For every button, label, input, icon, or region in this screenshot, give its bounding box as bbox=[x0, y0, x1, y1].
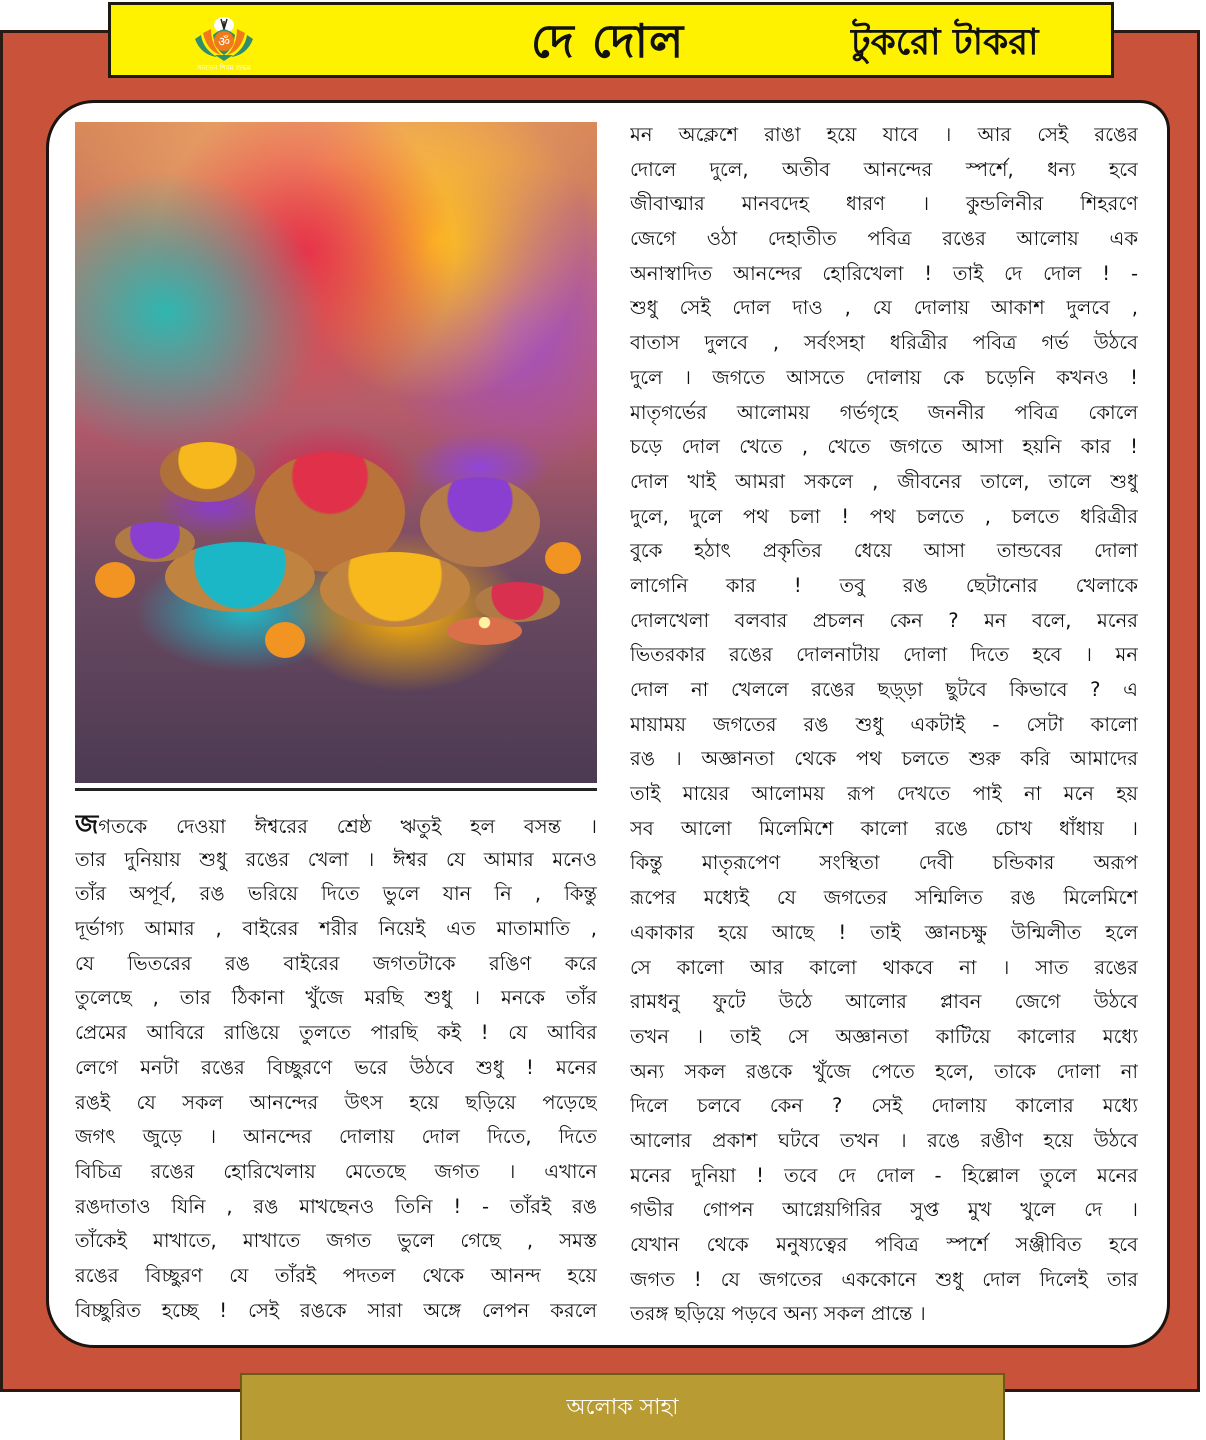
text-line: যেখান থেকে মনুষ্যত্বের পবিত্র স্পর্শে সঞ্জীবিত হবে bbox=[630, 1233, 1138, 1256]
logo-caption: সনাতন শিবম শুভম bbox=[197, 64, 251, 72]
text-line: গভীর গোপন আগ্নেয়গিরির সুপ্ত মুখ খুলে দে । bbox=[630, 1198, 1138, 1222]
text-line: তাই মায়ের আলোময় রূপ দেখতে পাই না মনে হয় bbox=[630, 782, 1138, 806]
text-line: রূপের মধ্যেই যে জগতের সন্মিলিত রঙ মিলেমিশে bbox=[630, 886, 1138, 910]
text-line: অনাস্বাদিত আনন্দের হোরিখেলা ! তাই দে দোল ! - bbox=[630, 261, 1138, 285]
text-line: দুলে, দুলে পথ চলা ! পথ চলতে , চলতে ধরিত্রীর bbox=[630, 504, 1138, 528]
text-line: তুলেছে , তার ঠিকানা খুঁজে মরছি শুধু । মনকে তাঁর bbox=[75, 986, 597, 1010]
text-line: তাঁকেই মাখাতে, মাখাতে জগত ভুলে গেছে , সমস্ত bbox=[75, 1229, 597, 1253]
red-powder-bowl-small bbox=[475, 582, 560, 622]
author-footer bbox=[240, 1373, 1005, 1440]
text-line: ভিতরকার রঙের দোলনাটায় দোলা দিতে হবে । মন bbox=[630, 643, 1138, 667]
text-line: চড়ে দোল খেতে , খেতে জগতে আসা হয়নি কার ! bbox=[630, 435, 1138, 459]
text-line: দুলে । জগতে আসতে দোলায় কে চড়েনি কখনও ! bbox=[630, 365, 1138, 389]
text-line: বুকে হঠাৎ প্রকৃতির ধেয়ে আসা তান্ডবের দোলা bbox=[630, 539, 1138, 563]
text-line: রঙদাতাও যিনি , রঙ মাখছেনও তিনি ! - তাঁরই রঙ bbox=[75, 1194, 597, 1218]
text-line: রঙ । অজ্ঞানতা থেকে পথ চলতে শুরু করি আমাদের bbox=[630, 747, 1138, 771]
text-line: একাকার হয়ে আছে ! তাই জ্ঞানচক্ষু উন্মিলীত হলে bbox=[630, 920, 1138, 944]
text-line: তখন । তাই সে অজ্ঞানতা কাটিয়ে কালোর মধ্যে bbox=[630, 1024, 1138, 1048]
text-line: সব আলো মিলেমিশে কালো রঙে চোখ ধাঁধায় । bbox=[630, 816, 1138, 840]
text-line: দিলে চলবে কেন ? সেই দোলায় কালোর মধ্যে bbox=[630, 1094, 1138, 1118]
text-line: তরঙ্গ ছড়িয়ে পড়বে অন্য সকল প্রান্তে । bbox=[630, 1302, 926, 1326]
text-line: লেগে মনটা রঙের বিচ্ছুরণে ভরে উঠবে শুধু ! মনের bbox=[75, 1055, 597, 1079]
text-line: দূর্ভাগ্য আমার , বাইরের শরীর নিয়েই এত মাতামাতি , bbox=[75, 917, 597, 941]
text-line: বিচ্ছুরিত হচ্ছে ! সেই রঙকে সারা অঙ্গে লেপন করলে bbox=[75, 1298, 597, 1322]
text-line: দোলখেলা বলবার প্রচলন কেন ? মন বলে, মনের bbox=[630, 608, 1138, 632]
marigold bbox=[95, 562, 135, 598]
diya-lamp bbox=[447, 617, 522, 645]
section-name: টুকরো টাকরা bbox=[851, 22, 1039, 63]
article-title: দে দোল bbox=[531, 14, 685, 68]
article-right-column bbox=[630, 118, 1138, 1332]
text-line: জেগে ওঠা দেহাতীত পবিত্র রঙের আলোয় এক bbox=[630, 227, 1138, 251]
yellow-powder-bowl bbox=[160, 442, 255, 502]
text-line: তার দুনিয়ায় শুধু রঙের খেলা । ঈশ্বর যে আমার মনেও bbox=[75, 847, 597, 871]
text-line: অন্য সকল রঙকে খুঁজে পেতে হলে, তাকে দোলা না bbox=[630, 1059, 1138, 1083]
text-line: জীবাত্মার মানবদেহ ধারণ । কুন্ডলিনীর শিহরণে bbox=[630, 192, 1138, 216]
lotus-om-logo bbox=[187, 17, 261, 73]
text-line: যে ভিতরের রঙ বাইরের জগতটাকে রঙিণ করে bbox=[75, 951, 597, 975]
text-line: মন অক্লেশে রাঙা হয়ে যাবে । আর সেই রঙের bbox=[630, 123, 1138, 146]
text-line: বিচিত্র রঙের হোরিখেলায় মেতেছে জগত । এখানে bbox=[75, 1159, 597, 1183]
text-line: বাতাস দুলবে , সর্বংসহা ধরিত্রীর পবিত্র গর্ভ উঠবে bbox=[630, 331, 1138, 355]
text-line: দোল না খেললে রঙের ছড়্ড়া ছুটবে কিভাবে ? এ bbox=[630, 678, 1138, 701]
text-line: লাগেনি কার ! তবু রঙ ছেটানোর খেলাকে bbox=[630, 573, 1138, 597]
purple-powder-pot bbox=[420, 477, 540, 567]
text-line: জগতকে দেওয়া ঈশ্বরের শ্রেষ্ঠ ঋতুই হল বসন্ত । bbox=[75, 810, 597, 840]
text-line: কিন্তু মাতৃরূপেণ সংস্থিতা দেবী চন্ডিকার অরূপ bbox=[630, 851, 1138, 875]
holi-colors-photo bbox=[75, 122, 597, 783]
article-left-column bbox=[75, 808, 597, 1328]
text-line: শুধু সেই দোল দাও , যে দোলায় আকাশ দুলবে , bbox=[630, 296, 1138, 320]
text-line: রামধনু ফুটে উঠে আলোর প্লাবন জেগে উঠবে bbox=[630, 990, 1138, 1014]
lotus-icon bbox=[187, 17, 261, 63]
text-line: দোলে দুলে, অতীব আনন্দের স্পর্শে, ধন্য হবে bbox=[630, 157, 1138, 181]
text-line: জগত ! যে জগতের এককোনে শুধু দোল দিলেই তার bbox=[630, 1267, 1138, 1291]
yellow-powder-bowl-front bbox=[320, 552, 470, 627]
text-line: মায়াময় জগতের রঙ শুধু একটাই - সেটা কালো bbox=[630, 712, 1138, 736]
image-divider bbox=[75, 788, 597, 791]
author-name: অলোক সাহা bbox=[566, 1395, 679, 1420]
text-line: আলোর প্রকাশ ঘটবে তখন । রঙে রঙীণ হয়ে উঠবে bbox=[630, 1128, 1138, 1152]
text-line: সে কালো আর কালো থাকবে না । সাত রঙের bbox=[630, 955, 1138, 979]
marigold bbox=[545, 542, 581, 574]
text-line: মাতৃগর্ভের আলোময় গর্ভগৃহে জননীর পবিত্র কোলে bbox=[630, 400, 1138, 424]
marigold bbox=[265, 622, 305, 658]
text-line: জগৎ জুড়ে । আনন্দের দোলায় দোল দিতে, দিতে bbox=[75, 1125, 597, 1149]
text-line: মনের দুনিয়া ! তবে দে দোল - হিল্লোল তুলে মনের bbox=[630, 1163, 1138, 1187]
text-line: দোল খাই আমরা সকলে , জীবনের তালে, তালে শুধু bbox=[630, 469, 1138, 493]
svg-text:ॐ: ॐ bbox=[218, 35, 230, 50]
text-line: রঙের বিচ্ছুরণ যে তাঁরই পদতল থেকে আনন্দ হয়ে bbox=[75, 1263, 597, 1287]
text-line: প্রেমের আবিরে রাঙিয়ে তুলতে পারছি কই ! যে আবির bbox=[75, 1021, 597, 1045]
drop-cap: জ bbox=[75, 810, 99, 840]
text-line: তাঁর অপূর্ব, রঙ ভরিয়ে দিতে ভুলে যান নি , কিন্তু bbox=[75, 882, 597, 906]
header-banner bbox=[108, 2, 1114, 78]
text-line: রঙই যে সকল আনন্দের উৎস হয়ে ছড়িয়ে পড়েছে bbox=[75, 1090, 597, 1114]
purple-powder-bowl-small bbox=[115, 522, 195, 562]
